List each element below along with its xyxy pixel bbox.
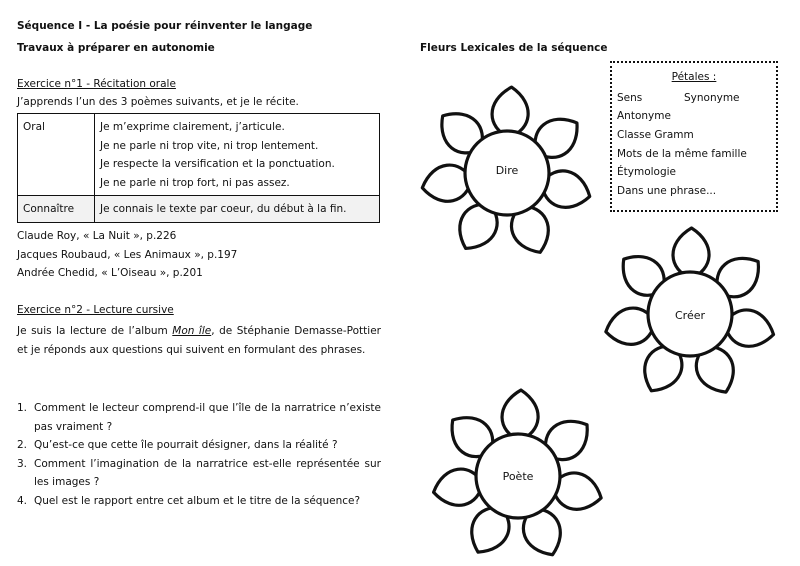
question-number: 3. <box>17 457 28 470</box>
criteria-table <box>17 113 380 223</box>
poem-item: Andrée Chedid, « L’Oiseau », p.201 <box>17 267 203 279</box>
question-item <box>17 455 381 492</box>
intro-text: , de Stéphanie Demasse-Pottier et je réponds aux questions qui suivent en formulant des phrases. <box>17 325 381 356</box>
criteria-items <box>95 196 380 223</box>
petals-legend-title: Pétales : <box>671 71 717 83</box>
album-title: Mon île <box>172 325 212 337</box>
exercise1-instruction: J’apprends l’un des 3 poèmes suivants, et je le récite. <box>17 96 299 108</box>
flowers-section-title: Fleurs Lexicales de la séquence <box>420 42 608 54</box>
question-item <box>17 436 381 455</box>
question-number: 1. <box>17 402 28 414</box>
sequence-subtitle: Travaux à préparer en autonomie <box>17 42 215 54</box>
flower-label-poete: Poète <box>502 470 534 483</box>
criteria-items <box>95 114 380 196</box>
legend-item: Étymologie <box>617 166 677 178</box>
legend-item: Mots de la même famille <box>617 148 747 160</box>
criteria-label: Oral <box>18 114 95 196</box>
question-item <box>17 399 381 436</box>
intro-text: Je suis la lecture de l’album <box>17 325 173 337</box>
question-text: Qu’est-ce que cette île pourrait désigner, dans la réalité ? <box>34 439 338 451</box>
criteria-item: Je ne parle ni trop fort, ni pas assez. <box>100 176 290 189</box>
questions-list <box>17 399 381 510</box>
question-number: 4. <box>17 494 28 507</box>
criteria-item: Je m’exprime clairement, j’articule. <box>100 121 285 133</box>
exercise1-title: Exercice n°1 - Récitation orale <box>17 78 176 90</box>
question-text: Quel est le rapport entre cet album et le titre de la séquence? <box>34 494 361 507</box>
petals-legend-box <box>610 61 778 212</box>
question-number: 2. <box>17 439 28 451</box>
sequence-title: Séquence I - La poésie pour réinventer le langage <box>17 20 313 32</box>
legend-item: Dans une phrase... <box>617 185 717 197</box>
poem-item: Claude Roy, « La Nuit », p.226 <box>17 230 177 242</box>
question-item <box>17 492 381 511</box>
exercise2-title: Exercice n°2 - Lecture cursive <box>17 304 174 316</box>
poem-item: Jacques Roubaud, « Les Animaux », p.197 <box>17 249 238 261</box>
question-text: Comment le lecteur comprend-il que l’île de la narratrice n’existe pas vraiment ? <box>34 402 381 433</box>
criteria-item: Je connais le texte par coeur, du début à la fin. <box>100 203 347 215</box>
criteria-item: Je respecte la versification et la ponctuation. <box>100 158 335 170</box>
legend-item: Classe Gramm <box>617 129 694 141</box>
legend-item: Synonyme <box>684 92 740 104</box>
legend-item: Antonyme <box>617 110 671 122</box>
exercise2-intro <box>17 322 381 359</box>
flower-label-dire: Dire <box>495 164 519 177</box>
flower-label-creer: Créer <box>674 309 706 322</box>
legend-item: Sens <box>617 92 643 104</box>
question-text: Comment l’imagination de la narratrice est-elle représentée sur les images ? <box>34 457 381 488</box>
criteria-item: Je ne parle ni trop vite, ni trop lentement. <box>100 139 319 152</box>
criteria-row-connaitre <box>18 196 380 223</box>
criteria-row-oral <box>18 114 380 196</box>
criteria-label: Connaître <box>18 196 95 223</box>
